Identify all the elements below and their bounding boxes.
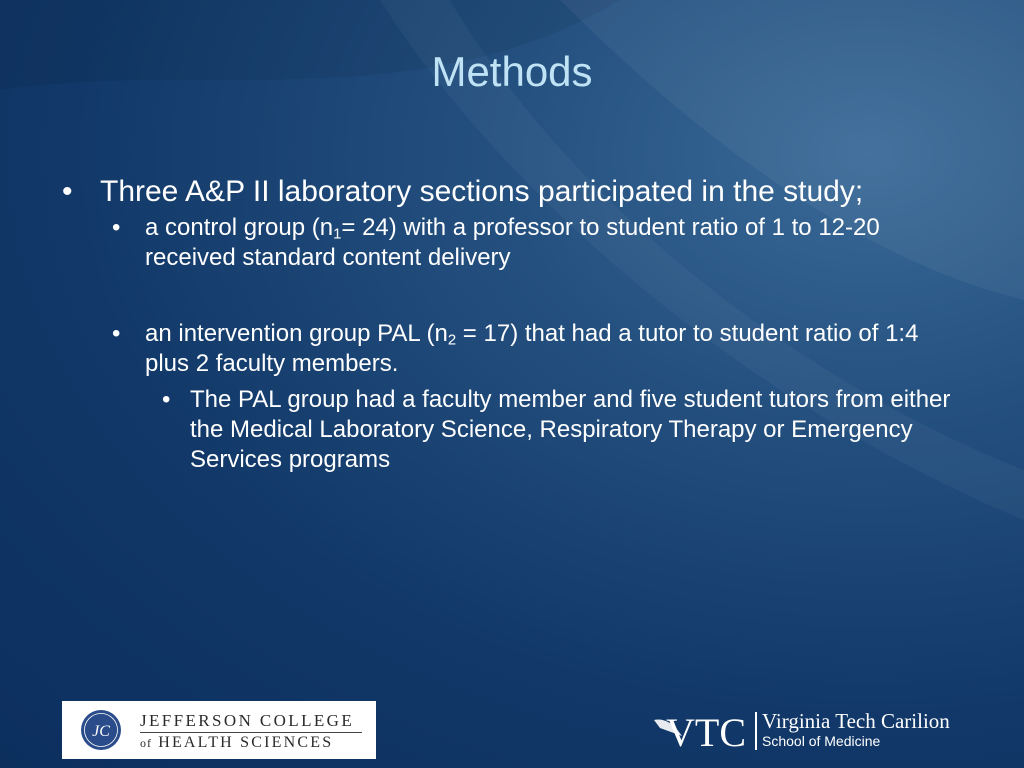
bullet-list bbox=[62, 174, 962, 475]
vtc-logo bbox=[652, 706, 962, 752]
slide-title: Methods bbox=[431, 48, 593, 95]
bullet-text: Three A&P II laboratory sections participated in the study; bbox=[100, 175, 864, 208]
bullet-text-post: = 24) with a professor to student ratio of 1 to 12-20 received standard content delivery bbox=[145, 214, 880, 271]
vtc-name: Virginia Tech Carilion bbox=[762, 709, 950, 733]
college-name-line1: JEFFERSON COLLEGE bbox=[140, 711, 355, 730]
seal-letters: JC bbox=[92, 723, 110, 740]
college-health-sciences: HEALTH SCIENCES bbox=[158, 734, 334, 751]
subscript: 2 bbox=[447, 332, 457, 349]
bullet-level2-control-group bbox=[62, 213, 962, 273]
college-divider bbox=[140, 732, 362, 733]
college-seal-icon bbox=[78, 708, 124, 752]
bullet-level2-intervention-group bbox=[62, 319, 962, 379]
bullet-text-pre: an intervention group PAL (n bbox=[145, 320, 448, 347]
vtc-mark-icon bbox=[652, 706, 752, 752]
vtc-school: School of Medicine bbox=[762, 733, 881, 749]
college-of: of bbox=[140, 736, 152, 750]
jefferson-college-logo bbox=[62, 701, 376, 759]
bullet-text-post: = 17) that had a tutor to student ratio of 1:4 plus 2 faculty members. bbox=[145, 320, 919, 377]
bullet-dot: • bbox=[162, 386, 171, 413]
bullet-level1 bbox=[62, 174, 962, 209]
vtc-mark-text: VTC bbox=[666, 710, 746, 752]
bullet-level3 bbox=[62, 385, 962, 475]
bullet-text: The PAL group had a faculty member and five student tutors from either the Medical Laboratory Science, Respiratory Therapy or Emergency Services programs bbox=[190, 386, 951, 473]
vtc-divider bbox=[755, 712, 757, 750]
bullet-dot: • bbox=[112, 214, 121, 241]
subscript: 1 bbox=[333, 226, 342, 243]
bullet-dot: • bbox=[112, 320, 121, 347]
bullet-dot: • bbox=[62, 175, 73, 208]
college-name-line2 bbox=[140, 734, 333, 752]
bullet-text-pre: a control group (n bbox=[145, 214, 334, 241]
